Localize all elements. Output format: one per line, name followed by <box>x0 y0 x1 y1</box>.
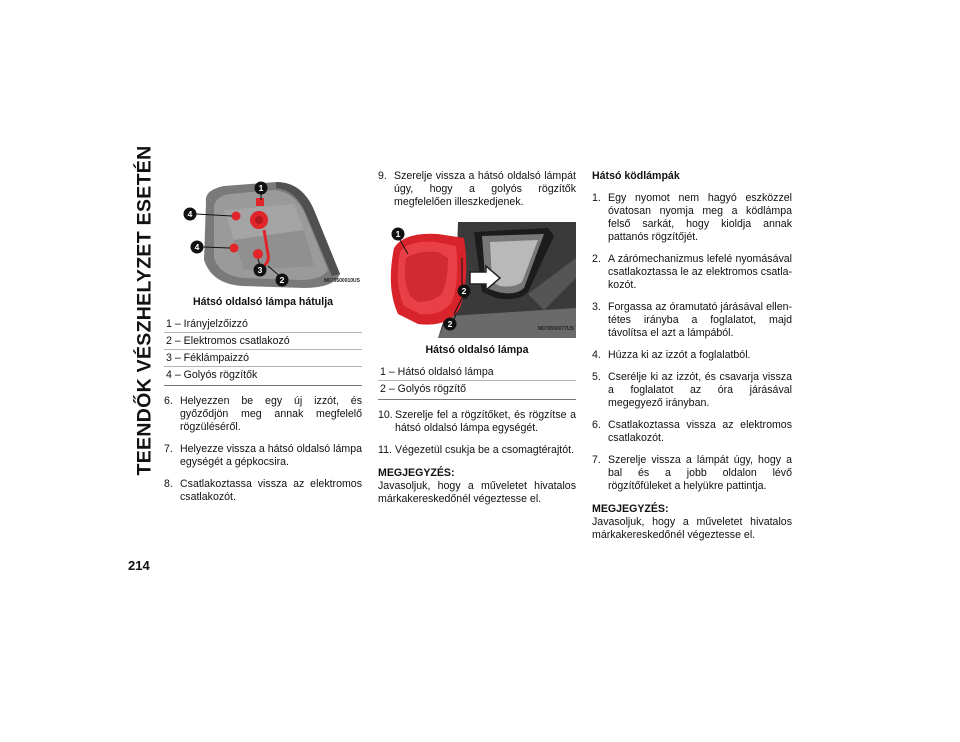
legend-item: 1 – Irányjelzőizzó <box>166 317 248 330</box>
step-item: 4. Húzza ki az izzót a foglalatból. <box>592 349 751 361</box>
steps-list <box>164 395 362 504</box>
figure-caption: Hátsó oldalsó lámpa hátulja <box>192 296 334 308</box>
figure-legend <box>164 316 362 386</box>
step-item: 5. Cserélje ki az izzót, és csavarja vissza a foglalatot az óra járásával megegyező irányban. <box>592 371 792 409</box>
note-heading: MEGJEGYZÉS: <box>378 467 455 479</box>
step-item: 7. Helyezze vissza a hátsó oldalsó lámpa egységét a gépkocsira. <box>164 443 362 468</box>
legend-item: 4 – Golyós rögzítők <box>164 366 362 383</box>
step-item: 8. Csatlakoztassa vissza az elektromos csatlakozót. <box>164 478 362 503</box>
callout-2a: 2 <box>461 286 467 296</box>
figure-taillamp-back <box>164 170 362 290</box>
figure-legend <box>378 364 576 400</box>
figure-taillamp <box>378 218 576 338</box>
legend-item: 2 – Elektromos csatlakozó <box>164 332 362 349</box>
steps-list <box>378 170 576 209</box>
step-item: 10. Szerelje fel a rögzítőket, és rögzítse a hátsó oldalsó lámpa egységét. <box>378 409 576 434</box>
legend-item: 2 – Golyós rögzítő <box>378 380 576 397</box>
taillamp-back-illustration <box>164 170 362 290</box>
column-2 <box>378 170 576 506</box>
callout-1: 1 <box>395 229 401 239</box>
legend-item: 3 – Féklámpaizzó <box>164 349 362 366</box>
step-item: 11. Végezetül csukja be a csomagtérajtót. <box>378 444 575 456</box>
column-3 <box>592 170 792 542</box>
callout-2: 2 <box>279 275 285 285</box>
callout-3: 3 <box>257 265 263 275</box>
callout-2b: 2 <box>447 319 453 329</box>
page-number: 214 <box>128 558 150 573</box>
note-body: Javasoljuk, hogy a műveletet hivatalos márkakereskedőnél végeztesse el. <box>592 516 792 541</box>
steps-list <box>378 409 576 457</box>
legend-item: 1 – Hátsó oldalsó lámpa <box>380 365 494 378</box>
callout-1: 1 <box>258 183 264 193</box>
step-item: 1. Egy nyomot nem hagyó eszközzel óvatosan nyomja meg a ködlámpa felső sarkát, hogy kioldja annak pattanós rögzítőjét. <box>592 192 792 243</box>
note-heading: MEGJEGYZÉS: <box>592 503 669 515</box>
steps-list <box>592 192 792 493</box>
step-item: 7. Szerelje vissza a lámpát úgy, hogy a bal és a jobb oldalon lévő rögzítőfüleket a helyükre pattintja. <box>592 454 792 492</box>
figure-caption: Hátsó oldalsó lámpa <box>425 344 529 356</box>
section-side-title <box>128 145 162 475</box>
column-1 <box>164 170 362 504</box>
figure-code: M070500077US <box>537 326 574 332</box>
step-item: 6. Helyezzen be egy új izzót, és győződjön meg annak megfelelő rögzüléséről. <box>164 395 362 433</box>
note-body: Javasoljuk, hogy a műveletet hivatalos márkakereskedőnél végeztesse el. <box>378 480 576 505</box>
callout-4a: 4 <box>187 209 193 219</box>
step-item: 6. Csatlakoztassa vissza az elektromos csatlakozót. <box>592 419 792 444</box>
step-item: 3. Forgassa az óramutató járásával ellen-tétes irányba a foglalatot, majd távolítsa el azt a lámpából. <box>592 301 792 339</box>
figure-code: M070500010US <box>323 278 360 284</box>
section-heading: Hátsó ködlámpák <box>592 170 680 182</box>
step-item: 9. Szerelje vissza a hátsó oldalsó lámpát úgy, hogy a golyós rögzítők megfelelően illeszkedjenek. <box>378 170 576 208</box>
step-item: 2. A zárómechanizmus lefelé nyomásával csatlakoztassa le az elektromos csatla-kozót. <box>592 253 792 291</box>
callout-4b: 4 <box>194 242 200 252</box>
taillamp-illustration <box>378 218 576 338</box>
side-title-text: TEENDŐK VÉSZHELYZET ESETÉN <box>133 145 156 475</box>
